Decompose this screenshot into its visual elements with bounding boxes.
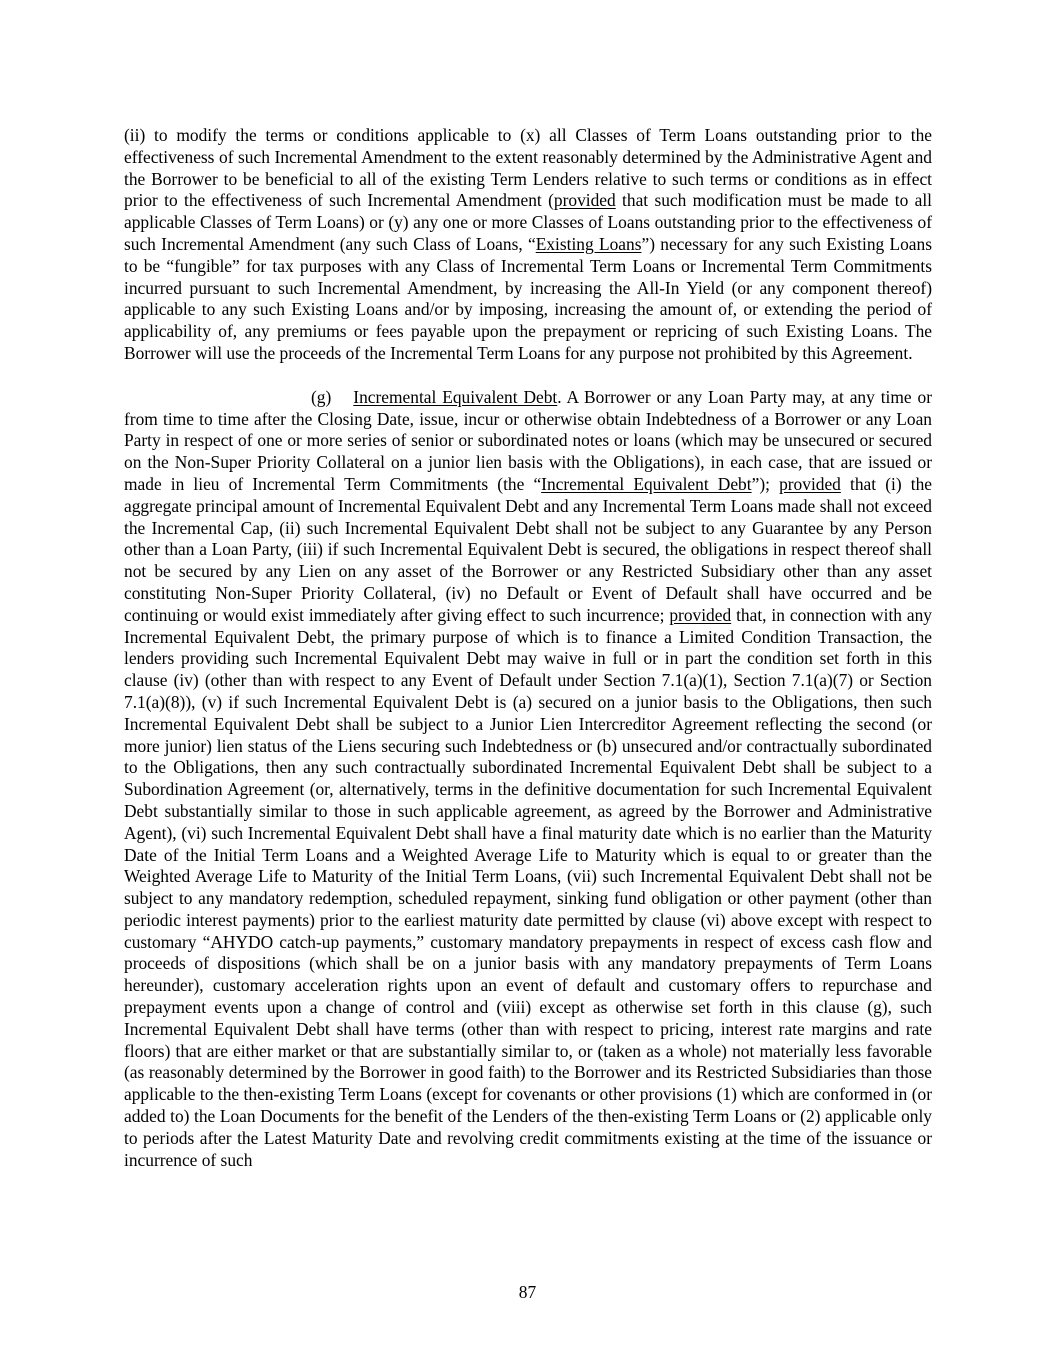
provided-term: provided <box>779 473 841 494</box>
paragraph-g-text-2: ”); <box>751 473 780 494</box>
paragraph-g-text-3: that (i) the aggregate principal amount of Incremental Equivalent Debt and any Incremental Term Loans made shall not exceed the Incremental Cap, (ii) such Incremental Equivalent Debt shall not be subject to any Guarantee by any Person other than a Loan Party, (iii) if such Incremental Equivalent Debt is secured, the obligations in respect thereof shall not be secured by any Lien on any asset of the Borrower or any Restricted Subsidiary other than any asset constituting Non-Super Priority Collateral, (iv) no Default or Event of Default shall have occurred and be continuing or would exist immediately after giving effect to such incurrence; <box>124 473 932 625</box>
paragraph-ii <box>124 125 932 365</box>
document-page <box>124 125 932 1171</box>
paragraph-ii-text-1: (ii) to modify the terms or conditions applicable to (x) all Classes of Term Loans outstanding prior to the effectiveness of such Incremental Amendment to the extent reasonably determined by the Administrative Agent and the Borrower to be beneficial to all of the existing Term Lenders relative to such terms or conditions as in effect prior to the effectiveness of such Incremental Amendment ( <box>124 125 932 211</box>
clause-label-g: (g) <box>311 386 332 407</box>
paragraph-ii-text-3: ”) necessary for any such Existing Loans to be “fungible” for tax purposes with any Class of Incremental Term Loans or Incremental Term Commitments incurred pursuant to such Incremental Amendment, by increasing the All-In Yield (or any component thereof) applicable to any such Existing Loans and/or by imposing, increasing the amount of, or extending the period of applicability of, any premiums or fees payable upon the prepayment or repricing of such Existing Loans. The Borrower will use the proceeds of the Incremental Term Loans for any purpose not prohibited by this Agreement. <box>124 233 932 363</box>
page-number: 87 <box>518 1282 537 1302</box>
provided-term: provided <box>669 604 732 625</box>
paragraph-g-text-4: that, in connection with any Incremental Equivalent Debt, the primary purpose of which is to finance a Limited Condition Transaction, the lenders providing such Incremental Equivalent Debt may waive in full or in part the condition set forth in this clause (iv) (other than with respect to any Event of Default under Section 7.1(a)(1), Section 7.1(a)(7) or Section 7.1(a)(8)), (v) if such Incremental Equivalent Debt is (a) secured on a junior basis to the Obligations, then such Incremental Equivalent Debt shall be subject to a Junior Lien Intercreditor Agreement reflecting the second (or more junior) lien status of the Liens securing such Indebtedness or (b) unsecured and/or contractually subordinated to the Obligations, then any such contractually subordinated Incremental Equivalent Debt shall be subject to a Subordination Agreement (or, alternatively, terms in the definitive documentation for such Incremental Equivalent Debt substantially similar to those in such applicable agreement, as agreed by the Borrower and Administrative Agent), (vi) such Incremental Equivalent Debt shall have a final maturity date which is no earlier than the Maturity Date of the Initial Term Loans and a Weighted Average Life to Maturity which is equal to or greater than the Weighted Average Life to Maturity of the Initial Term Loans, (vii) such Incremental Equivalent Debt shall not be subject to any mandatory redemption, scheduled repayment, sinking fund obligation or other payment (other than periodic interest payments) prior to the earliest maturity date permitted by clause (vi) above except with respect to customary “AHYDO catch-up payments,” customary mandatory prepayments in respect of excess cash flow and proceeds of dispositions (which shall be on a junior basis with any mandatory prepayments of Term Loans hereunder), customary acceleration rights upon an event of default and customary offers to repurchase and prepayment events upon a change of control and (viii) except as otherwise set forth in this clause (g), such Incremental Equivalent Debt shall have terms (other than with respect to pricing, interest rate margins and rate floors) that are either market or that are substantially similar to, or (taken as a whole) not materially less favorable (as reasonably determined by the Borrower in good faith) to the Borrower and its Restricted Subsidiaries than those applicable to the then-existing Term Loans (except for covenants or other provisions (1) which are conformed in (or added to) the Loan Documents for the benefit of the Lenders of the then-existing Term Loans or (2) applicable only to periods after the Latest Maturity Date and revolving credit commitments existing at the time of the issuance or incurrence of such <box>124 604 932 1170</box>
existing-loans-term: Existing Loans <box>535 233 642 254</box>
paragraph-g <box>124 387 932 1172</box>
paragraph-ii-text-2: that such modification must be made to all applicable Classes of Term Loans) or (y) any one or more Classes of Loans outstanding prior to the effectiveness of such Incremental Amendment (any such Class of Loans, “ <box>124 190 932 254</box>
incremental-equivalent-debt-term: Incremental Equivalent Debt <box>541 473 752 494</box>
provided-term: provided <box>553 190 616 211</box>
clause-heading: Incremental Equivalent Debt <box>353 386 558 407</box>
paragraph-g-text-1: . A Borrower or any Loan Party may, at any time or from time to time after the Closing Date, issue, incur or otherwise obtain Indebtedness of a Borrower or any Loan Party in respect of one or more series of senior or subordinated notes or loans (which may be unsecured or secured on the Non-Super Priority Collateral on a junior lien basis with the Obligations), in each case, that are issued or made in lieu of Incremental Term Commitments (the “ <box>124 386 932 494</box>
